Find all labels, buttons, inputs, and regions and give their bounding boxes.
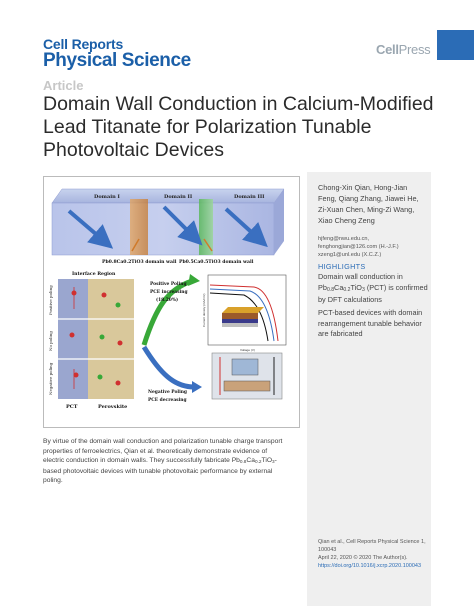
highlight-item (318, 308, 430, 340)
subscript: 3 (361, 286, 365, 293)
summary-text: electric conduction in domain walls. They successfully fabricate Pb (43, 457, 240, 465)
publisher-logo (376, 42, 430, 57)
summary-text: TiO (261, 457, 273, 465)
pce-increasing-label: PCE increasing (150, 290, 188, 295)
pct-layer (58, 279, 88, 399)
title-line: Photovoltaic Devices (43, 139, 225, 161)
summary-line: poling. (43, 477, 63, 485)
subscript: 3 (272, 459, 275, 465)
author-line: Feng, Qiang Zhang, Jiawei He, (318, 194, 419, 203)
highlight-item (318, 272, 430, 306)
highlight-text: TiO (350, 282, 362, 292)
row-label-positive: Positive poling (48, 285, 53, 315)
summary-line: based photovoltaic devices with tunable photovoltaic performance by external (43, 467, 273, 475)
publisher-press: Press (398, 42, 431, 57)
summary-line (43, 456, 299, 467)
email-line: xzeng1@unl.edu (X.C.Z.) (318, 252, 382, 258)
positive-poling-label: Positive Poling (150, 282, 187, 287)
jv-ylabel: Current density (mA/cm²) (202, 293, 206, 327)
interface-region-label: Interface Region (72, 272, 116, 277)
title-line: Lead Titanate for Polarization Tunable (43, 116, 372, 138)
highlight-line (318, 283, 430, 296)
citation-line: 100043 (318, 547, 337, 553)
pce-value-label: (18.20%) (156, 298, 179, 303)
publisher-cell: Cell (376, 42, 399, 57)
author-line: Chong-Xin Qian, Hong-Jian (318, 183, 408, 192)
domain-wall-orange (130, 199, 148, 255)
jv-xlabel: Voltage (V) (240, 348, 255, 352)
highlight-line: rearrangement tunable behavior (318, 318, 422, 328)
subscript: 0.2 (254, 459, 262, 465)
row-label-negative: Negative poling (48, 362, 53, 395)
author-line: Zi-Xuan Chen, Ming-Zi Wang, (318, 205, 415, 214)
highlights-heading: HIGHLIGHTS (318, 262, 366, 271)
row-label-none: No poling (48, 331, 53, 351)
highlight-line: Domain wall conduction in (318, 272, 403, 281)
summary-paragraph (43, 437, 299, 486)
citation-line: April 22, 2020 © 2020 The Author(s). (318, 555, 408, 561)
highlight-text: Ca (334, 282, 344, 292)
highlight-line: PCT-based devices with domain (318, 308, 423, 317)
domain-label-1: Domain I (94, 194, 120, 200)
citation-block (318, 538, 430, 570)
title-line: Domain Wall Conduction in Calcium-Modified (43, 93, 434, 115)
summary-line: properties of ferroelectrics, Qian et al. theoretically demonstrate evidence of (43, 447, 268, 455)
pce-decreasing-label: PCE decreasing (148, 398, 187, 403)
negative-poling-label: Negative Poling (148, 390, 188, 395)
doi-link[interactable]: https://doi.org/10.1016/j.xcrp.2020.100043 (318, 563, 422, 569)
interface-region-panel (48, 271, 134, 410)
summary-line: By virtue of the domain wall conduction and polarization tunable charge transport (43, 438, 283, 445)
summary-text: Ca (246, 457, 255, 465)
wall-label-2: Pb0.5Ca0.5TiO3 domain wall (179, 260, 254, 265)
graphical-abstract-figure (44, 177, 299, 427)
author-list (318, 182, 430, 226)
brand-tab (437, 30, 474, 60)
subscript: 0.2 (343, 286, 351, 293)
wall-label-1: Pb0.8Ca0.2TiO3 domain wall (102, 260, 177, 265)
highlight-text: (PCT) is confirmed (364, 282, 428, 292)
subscript: 0.8 (239, 459, 247, 465)
domain-label-2: Domain II (164, 194, 193, 200)
citation-line: Qian et al., Cell Reports Physical Science 1, (318, 539, 426, 545)
summary-text: - (274, 457, 277, 465)
negative-poling-arrow (144, 347, 194, 387)
email-line: fenghongjian@126.com (H.-J.F.) (318, 244, 399, 250)
poling-setup-illustration (212, 353, 282, 399)
perovskite-layer (88, 279, 134, 399)
article-type: Article (43, 78, 84, 93)
highlight-line: are fabricated (318, 329, 363, 338)
perovskite-label: Perovskite (98, 404, 128, 410)
highlight-line: by DFT calculations (318, 295, 382, 304)
domain-wall-green (199, 199, 213, 255)
domain-label-3: Domain III (234, 194, 265, 200)
article-title (43, 93, 443, 162)
graphical-abstract (43, 176, 300, 428)
journal-name-line1: Cell Reports (43, 36, 124, 52)
author-line: Xiao Cheng Zeng (318, 216, 375, 225)
pct-label: PCT (66, 404, 78, 410)
domain-slab (52, 189, 284, 255)
subscript: 0.8 (326, 286, 335, 293)
email-line: hjfeng@nwu.edu.cn, (318, 236, 370, 242)
device-stack-inset (222, 307, 264, 327)
journal-name-line2: Physical Science (43, 50, 191, 71)
correspondence-emails (318, 235, 430, 259)
highlight-text: Pb (318, 282, 327, 292)
